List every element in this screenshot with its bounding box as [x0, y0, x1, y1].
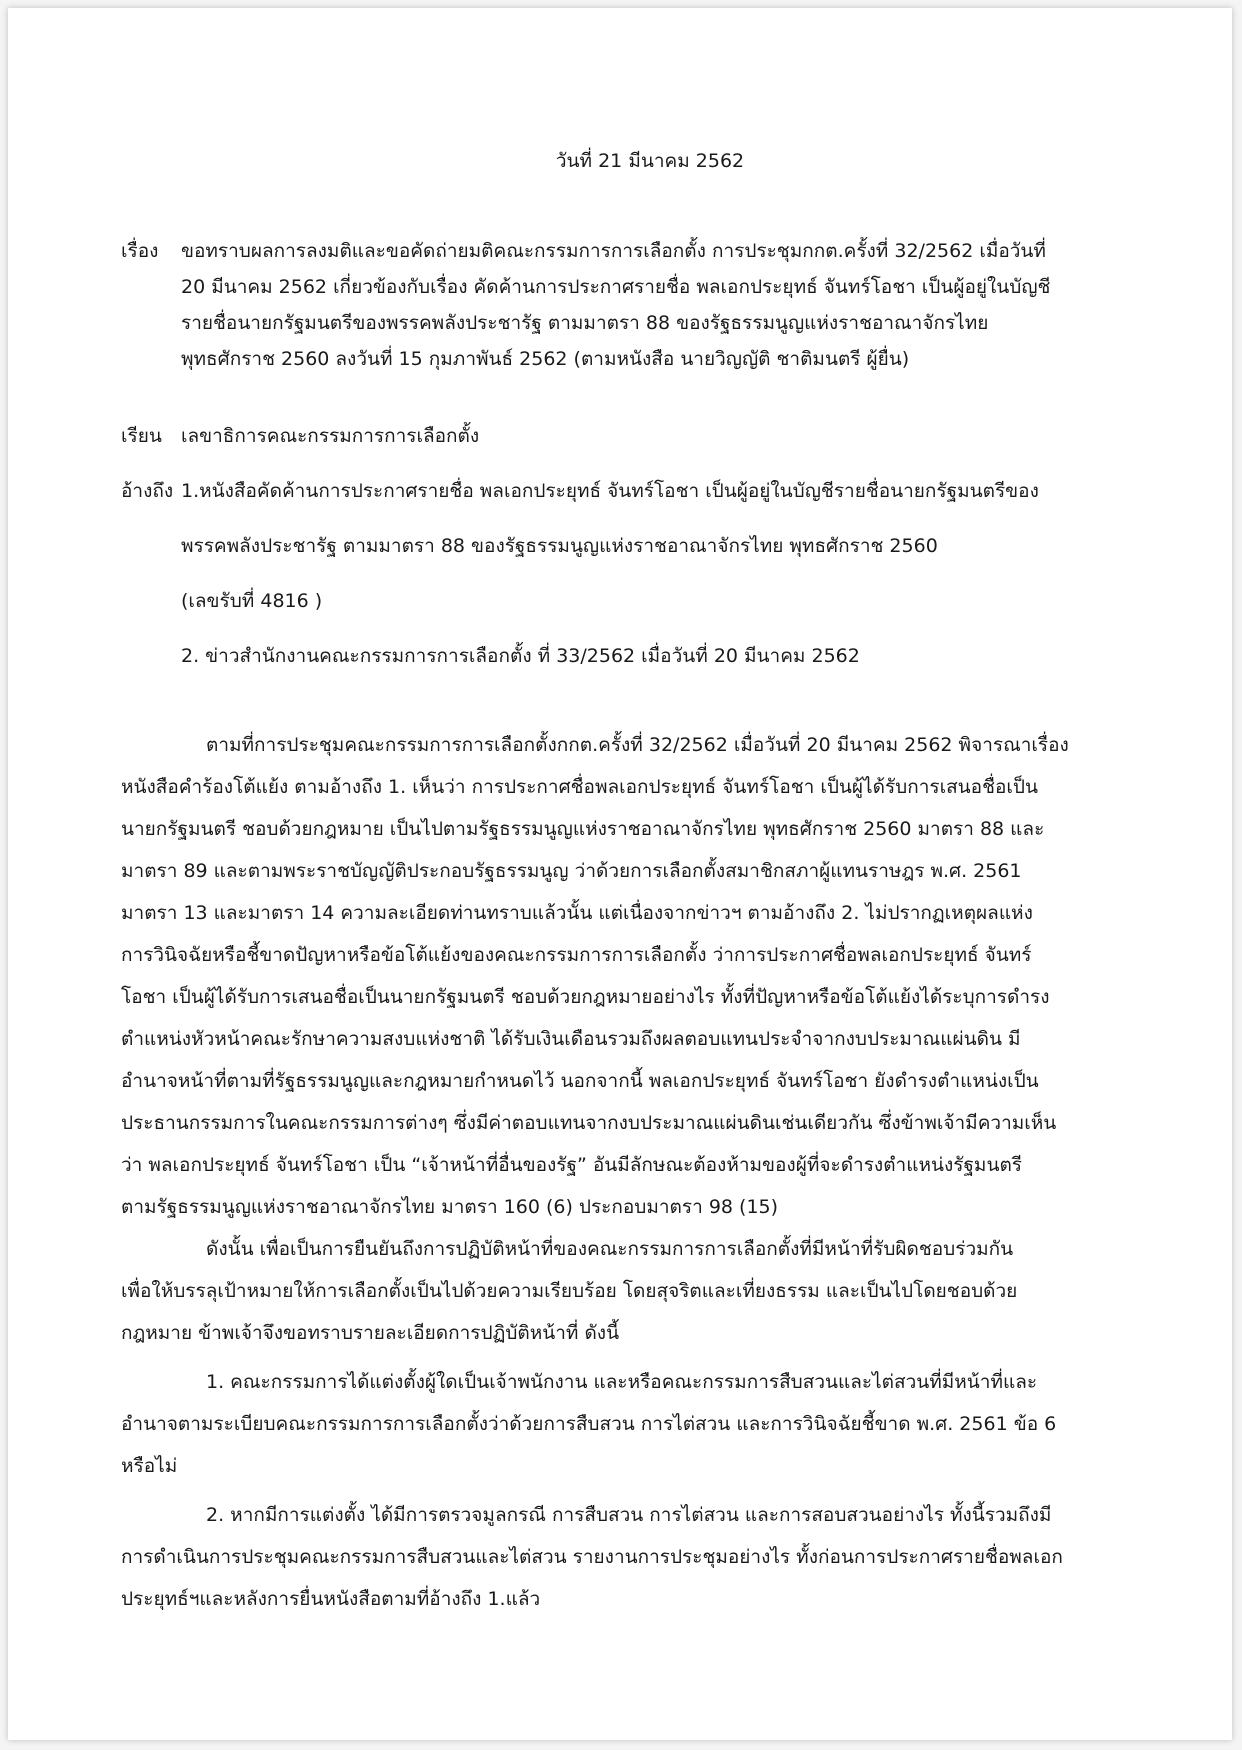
paragraph-line: หนังสือคำร้องโต้แย้ง ตามอ้างถึง 1. เห็นว่า การประกาศชื่อพลเอกประยุทธ์ จันทร์โอชา เป็นผู้ได้รับการเสนอชื่อเป็น: [121, 776, 1038, 798]
document-date: วันที่ 21 มีนาคม 2562: [555, 150, 745, 172]
paragraph-line: ประยุทธ์ฯและหลังการยื่นหนังสือตามที่อ้างถึง 1.แล้ว: [121, 1588, 541, 1610]
reference-line: พรรคพลังประชารัฐ ตามมาตรา 88 ของรัฐธรรมนูญแห่งราชอาณาจักรไทย พุทธศักราช 2560: [181, 535, 938, 557]
paragraph-line: อำนาจตามระเบียบคณะกรรมการการเลือกตั้งว่าด้วยการสืบสวน การไต่สวน และการวินิจฉัยชี้ขาด พ.ศ. 2561 ข้อ 6: [121, 1413, 1057, 1435]
reference-line: 1.หนังสือคัดค้านการประกาศรายชื่อ พลเอกประยุทธ์ จันทร์โอชา เป็นผู้อยู่ในบัญชีรายชื่อนายกรัฐมนตรีของ: [181, 480, 1039, 502]
paragraph-line: เพื่อให้บรรลุเป้าหมายให้การเลือกตั้งเป็นไปด้วยความเรียบร้อย โดยสุจริตและเที่ยงธรรม และเป็นไปโดยชอบด้วย: [121, 1280, 1018, 1302]
paragraph-line: หรือไม่: [121, 1455, 178, 1477]
reference-line: (เลขรับที่ 4816 ): [181, 590, 323, 612]
paragraph-line: ตามรัฐธรรมนูญแห่งราชอาณาจักรไทย มาตรา 160 (6) ประกอบมาตรา 98 (15): [121, 1196, 779, 1218]
document-page: [8, 8, 1232, 1740]
paragraph-line: ว่า พลเอกประยุทธ์ จันทร์โอชา เป็น “เจ้าหน้าที่อื่นของรัฐ” อันมีลักษณะต้องห้ามของผู้ที่จะดำรงตำแหน่งรัฐมนตรี: [121, 1154, 1022, 1176]
paragraph-line: อำนาจหน้าที่ตามที่รัฐธรรมนูญและกฎหมายกำหนดไว้ นอกจากนี้ พลเอกประยุทธ์ จันทร์โอชา ยังดำรงตำแหน่งเป็น: [121, 1070, 1039, 1092]
subject-line: รายชื่อนายกรัฐมนตรีของพรรคพลังประชารัฐ ตามมาตรา 88 ของรัฐธรรมนูญแห่งราชอาณาจักรไทย: [181, 312, 989, 334]
subject-line: 20 มีนาคม 2562 เกี่ยวข้องกับเรื่อง คัดค้านการประกาศรายชื่อ พลเอกประยุทธ์ จันทร์โอชา เป็นผู้อยู่ในบัญชี: [181, 276, 1051, 298]
subject-line: พุทธศักราช 2560 ลงวันที่ 15 กุมภาพันธ์ 2562 (ตามหนังสือ นายวิญญัติ ชาติมนตรี ผู้ยื่น): [181, 348, 910, 370]
paragraph-line: มาตรา 89 และตามพระราชบัญญัติประกอบรัฐธรรมนูญ ว่าด้วยการเลือกตั้งสมาชิกสภาผู้แทนราษฎร พ.ศ. 2561: [121, 860, 1022, 882]
paragraph-line: ดังนั้น เพื่อเป็นการยืนยันถึงการปฏิบัติหน้าที่ของคณะกรรมการการเลือกตั้งที่มีหน้าที่รับผิดชอบร่วมกัน: [206, 1238, 1014, 1260]
paragraph-line: นายกรัฐมนตรี ชอบด้วยกฎหมาย เป็นไปตามรัฐธรรมนูญแห่งราชอาณาจักรไทย พุทธศักราช 2560 มาตรา 88 และ: [121, 818, 1045, 840]
recipient-text: เลขาธิการคณะกรรมการการเลือกตั้ง: [181, 425, 480, 447]
paragraph-line: 1. คณะกรรมการได้แต่งตั้งผู้ใดเป็นเจ้าพนักงาน และหรือคณะกรรมการสืบสวนและไต่สวนที่มีหน้าที่และ: [206, 1371, 1038, 1393]
reference-label: อ้างถึง: [121, 480, 174, 502]
paragraph-line: มาตรา 13 และมาตรา 14 ความละเอียดท่านทราบแล้วนั้น แต่เนื่องจากข่าวฯ ตามอ้างถึง 2. ไม่ปรากฏเหตุผลแห่ง: [121, 902, 1033, 924]
paragraph-line: 2. หากมีการแต่งตั้ง ได้มีการตรวจมูลกรณี การสืบสวน การไต่สวน และการสอบสวนอย่างไร ทั้งนี้รวมถึงมี: [206, 1504, 1052, 1526]
subject-line: ขอทราบผลการลงมติและขอคัดถ่ายมติคณะกรรมการการเลือกตั้ง การประชุมกกต.ครั้งที่ 32/2562 เมื่อวันที่: [181, 240, 1046, 262]
paragraph-line: การดำเนินการประชุมคณะกรรมการสืบสวนและไต่สวน รายงานการประชุมอย่างไร ทั้งก่อนการประกาศรายชื่อพลเอก: [121, 1546, 1063, 1568]
paragraph-line: ประธานกรรมการในคณะกรรมการต่างๆ ซึ่งมีค่าตอบแทนจากงบประมาณแผ่นดินเช่นเดียวกัน ซึ่งข้าพเจ้ามีความเห็น: [121, 1112, 1057, 1134]
paragraph-line: ตามที่การประชุมคณะกรรมการการเลือกตั้งกกต.ครั้งที่ 32/2562 เมื่อวันที่ 20 มีนาคม 2562 พิจารณาเรื่อง: [206, 734, 1069, 756]
paragraph-line: โอชา เป็นผู้ได้รับการเสนอชื่อเป็นนายกรัฐมนตรี ชอบด้วยกฎหมายอย่างไร ทั้งที่ปัญหาหรือข้อโต้แย้งได้ระบุการดำรง: [121, 986, 1050, 1008]
paragraph-line: ตำแหน่งหัวหน้าคณะรักษาความสงบแห่งชาติ ได้รับเงินเดือนรวมถึงผลตอบแทนประจำจากงบประมาณแผ่นดิน มี: [121, 1028, 1021, 1050]
subject-label: เรื่อง: [121, 240, 159, 262]
paragraph-line: การวินิจฉัยหรือชี้ขาดปัญหาหรือข้อโต้แย้งของคณะกรรมการการเลือกตั้ง ว่าการประกาศชื่อพลเอกประยุทธ์ จันทร์: [121, 944, 1032, 966]
recipient-label: เรียน: [121, 425, 162, 447]
paragraph-line: กฎหมาย ข้าพเจ้าจึงขอทราบรายละเอียดการปฏิบัติหน้าที่ ดังนี้: [121, 1322, 620, 1344]
reference-line: 2. ข่าวสำนักงานคณะกรรมการการเลือกตั้ง ที่ 33/2562 เมื่อวันที่ 20 มีนาคม 2562: [181, 645, 860, 667]
